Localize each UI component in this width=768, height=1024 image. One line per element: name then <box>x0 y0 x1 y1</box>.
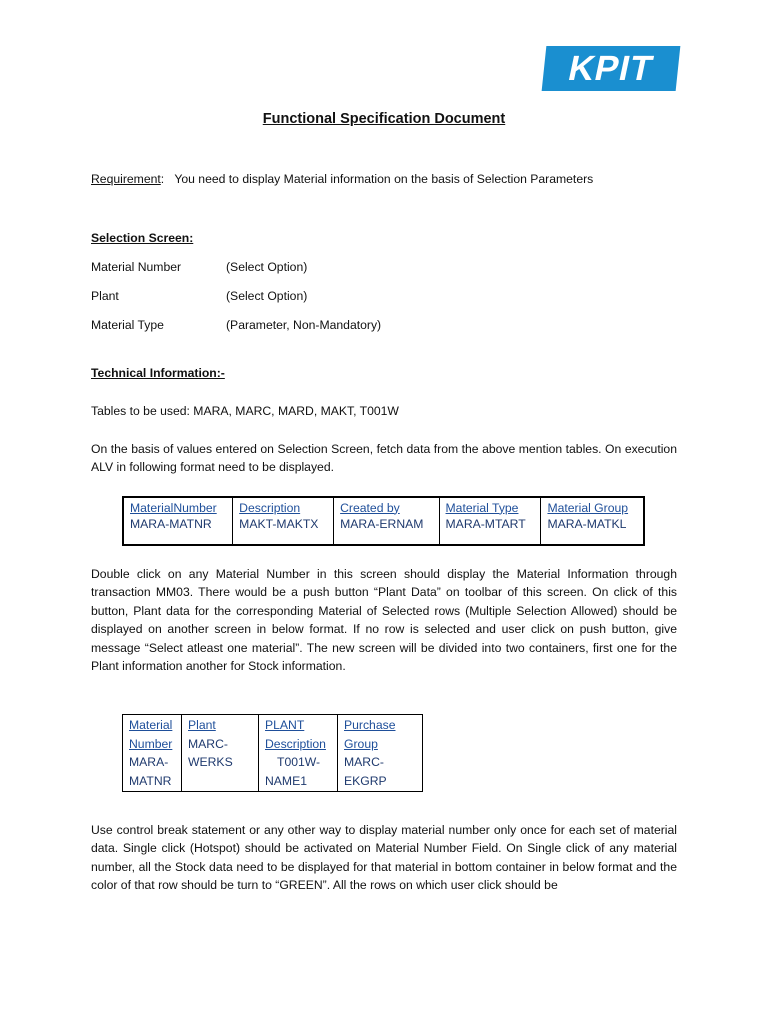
table-value-line: MARA- <box>129 755 169 769</box>
table-header-line: Group <box>344 736 378 751</box>
tables-used-line: Tables to be used: MARA, MARC, MARD, MAKT, T001W <box>91 404 399 418</box>
table-cell: MARA-MATNR <box>123 517 233 545</box>
table-header-line: Plant <box>188 718 216 732</box>
table-cell <box>338 715 423 792</box>
selection-screen-heading: Selection Screen: <box>91 231 194 245</box>
selection-field-type: (Parameter, Non-Mandatory) <box>226 318 382 332</box>
alv-format-table <box>122 496 645 546</box>
selection-field-type: (Select Option) <box>226 289 308 303</box>
selection-field-label: Plant <box>91 289 119 303</box>
table-cell: MARA-MATKL <box>547 517 627 531</box>
table-cell: MAKT-MAKTX <box>233 517 334 545</box>
table-value-line: EKGRP <box>344 773 387 788</box>
table-header-cell: Description <box>233 497 334 517</box>
table-cell <box>123 715 182 792</box>
requirement-line <box>91 172 593 186</box>
table-value-line: NAME1 <box>265 773 307 788</box>
requirement-colon: : <box>160 172 165 186</box>
selection-field-type: (Select Option) <box>226 260 308 274</box>
table-row <box>123 715 423 792</box>
table-cell: MARA-MTART <box>439 517 541 545</box>
logo-text: KPIT <box>565 48 658 88</box>
selection-field-label: Material Type <box>91 318 164 332</box>
table-header-row <box>123 497 644 517</box>
table-row <box>123 517 644 545</box>
table-header-line: Description <box>265 736 326 751</box>
kpit-logo <box>542 46 681 91</box>
requirement-label: Requirement <box>91 172 161 186</box>
table-value-line: MARC- <box>344 755 384 769</box>
technical-info-heading: Technical Information:- <box>91 366 225 380</box>
table-value-line: MATNR <box>129 773 172 788</box>
table-spacer-line <box>188 772 252 791</box>
table-header-cell: Created by <box>334 497 439 517</box>
table-cell <box>182 715 259 792</box>
table-cell: MARA-ERNAM <box>334 517 439 545</box>
table-cell <box>259 715 338 792</box>
table-value-line: T001W- <box>277 755 321 769</box>
table-header-cell: Material Group <box>547 500 629 515</box>
paragraph-alv-format: On the basis of values entered on Selection Screen, fetch data from the above mention tables. On execution ALV in following format need to be displayed. <box>91 442 677 475</box>
table-header-line: Number <box>129 736 173 751</box>
table-header-line: PLANT <box>265 718 305 732</box>
selection-field-label: Material Number <box>91 260 182 274</box>
requirement-text: You need to display Material information on the basis of Selection Parameters <box>174 172 594 186</box>
plant-data-table <box>122 714 423 792</box>
table-header-cell: MaterialNumber <box>123 497 233 517</box>
table-value-line: WERKS <box>188 755 233 769</box>
paragraph-control-break: Use control break statement or any other way to display material number only once for each set of material data. Single click (Hotspot) should be activated on Material Number Field. On Single click of any material number, all the Stock data need to be displayed for that material in bottom container in below format and the color of that row should be turn to “GREEN”. All the rows on which user click should be <box>91 823 677 893</box>
table-header-line: Purchase <box>344 718 396 732</box>
table-header-line: Material <box>129 718 173 732</box>
paragraph-plant-data: Double click on any Material Number in this screen should display the Material Information through transaction MM03. There would be a push button “Plant Data” on toolbar of this screen. On click of this button, Plant data for the corresponding Material of Selected rows (Multiple Selection Allowed) should be displayed on another screen in below format. If no row is selected and user click on push button, give message “Select atleast one material”. The new screen will be divided into two containers, first one for the Plant information another for Stock information. <box>91 567 677 674</box>
document-title: Functional Specification Document <box>262 111 506 127</box>
table-header-cell: Material Type <box>439 497 541 517</box>
table-value-line: MARC- <box>188 736 228 751</box>
